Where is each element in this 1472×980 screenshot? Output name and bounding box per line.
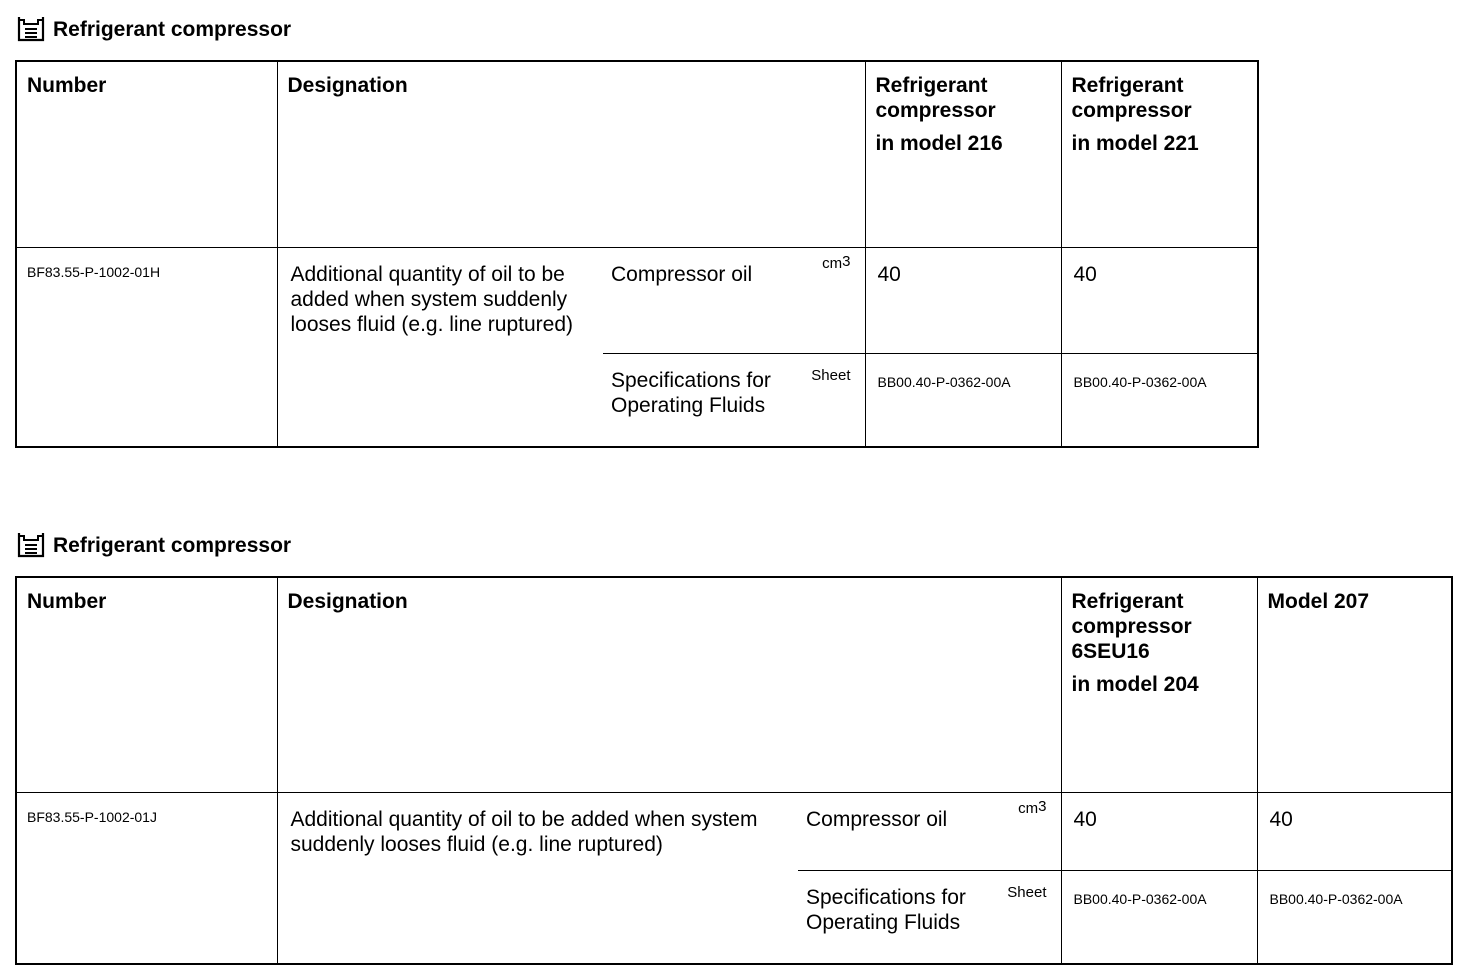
section-heading xyxy=(16,14,291,44)
header-model-col-2: Model 207 xyxy=(1257,577,1452,792)
unit-cm3: $cm^3$ xyxy=(822,252,851,272)
description: Additional quantity of oil to be added when system suddenly looses fluid (e.g. line ruptured) xyxy=(277,792,798,964)
header-model: in model 204 xyxy=(1071,673,1199,696)
spec-reference[interactable]: BB00.40-P-0362-00A xyxy=(1061,353,1258,447)
description: Additional quantity of oil to be added when system suddenly looses fluid (e.g. line ruptured) xyxy=(277,247,603,447)
oil-value: 40 xyxy=(865,247,1061,353)
header-number: Number xyxy=(16,61,277,247)
oil-value: 40 xyxy=(1061,247,1258,353)
spec-reference[interactable]: BB00.40-P-0362-00A xyxy=(865,353,1061,447)
label-text: Compressor oil xyxy=(611,262,753,286)
header-line: Refrigerant compressor xyxy=(875,74,996,122)
header-model-col-1 xyxy=(1061,577,1257,792)
unit-sheet: Sheet xyxy=(811,366,851,384)
header-line: Refrigerant compressor xyxy=(1071,74,1192,122)
part-number: BF83.55-P-1002-01J xyxy=(16,792,277,964)
header-model: in model 221 xyxy=(1071,132,1199,155)
spec-reference[interactable]: BB00.40-P-0362-00A xyxy=(1061,870,1257,964)
header-designation: Designation xyxy=(277,61,865,247)
section-title: Refrigerant compressor xyxy=(53,17,292,41)
header-model: in model 216 xyxy=(875,132,1003,155)
header-designation: Designation xyxy=(277,577,1061,792)
section-title: Refrigerant compressor xyxy=(53,533,292,557)
spec-table xyxy=(15,576,1453,965)
unit-cm3: $cm^3$ xyxy=(1018,797,1047,817)
tool-box-icon xyxy=(16,531,46,559)
header-model-col-1 xyxy=(865,61,1061,247)
oil-value: 40 xyxy=(1257,792,1452,870)
section-heading xyxy=(16,530,291,560)
spec-table xyxy=(15,60,1259,448)
label-text: Compressor oil xyxy=(806,807,948,831)
spec-label xyxy=(798,870,1061,964)
spec-reference[interactable]: BB00.40-P-0362-00A xyxy=(1257,870,1452,964)
tool-box-icon xyxy=(16,15,46,43)
header-line: Refrigerant compressor 6SEU16 xyxy=(1071,590,1192,663)
compressor-oil-label xyxy=(603,247,865,353)
label-text: Specifications for Operating Fluids xyxy=(611,368,771,417)
part-number: BF83.55-P-1002-01H xyxy=(16,247,277,447)
compressor-oil-label xyxy=(798,792,1061,870)
header-number: Number xyxy=(16,577,277,792)
header-model-col-2 xyxy=(1061,61,1258,247)
spec-label xyxy=(603,353,865,447)
unit-sheet: Sheet xyxy=(1007,883,1047,901)
label-text: Specifications for Operating Fluids xyxy=(806,885,966,934)
oil-value: 40 xyxy=(1061,792,1257,870)
